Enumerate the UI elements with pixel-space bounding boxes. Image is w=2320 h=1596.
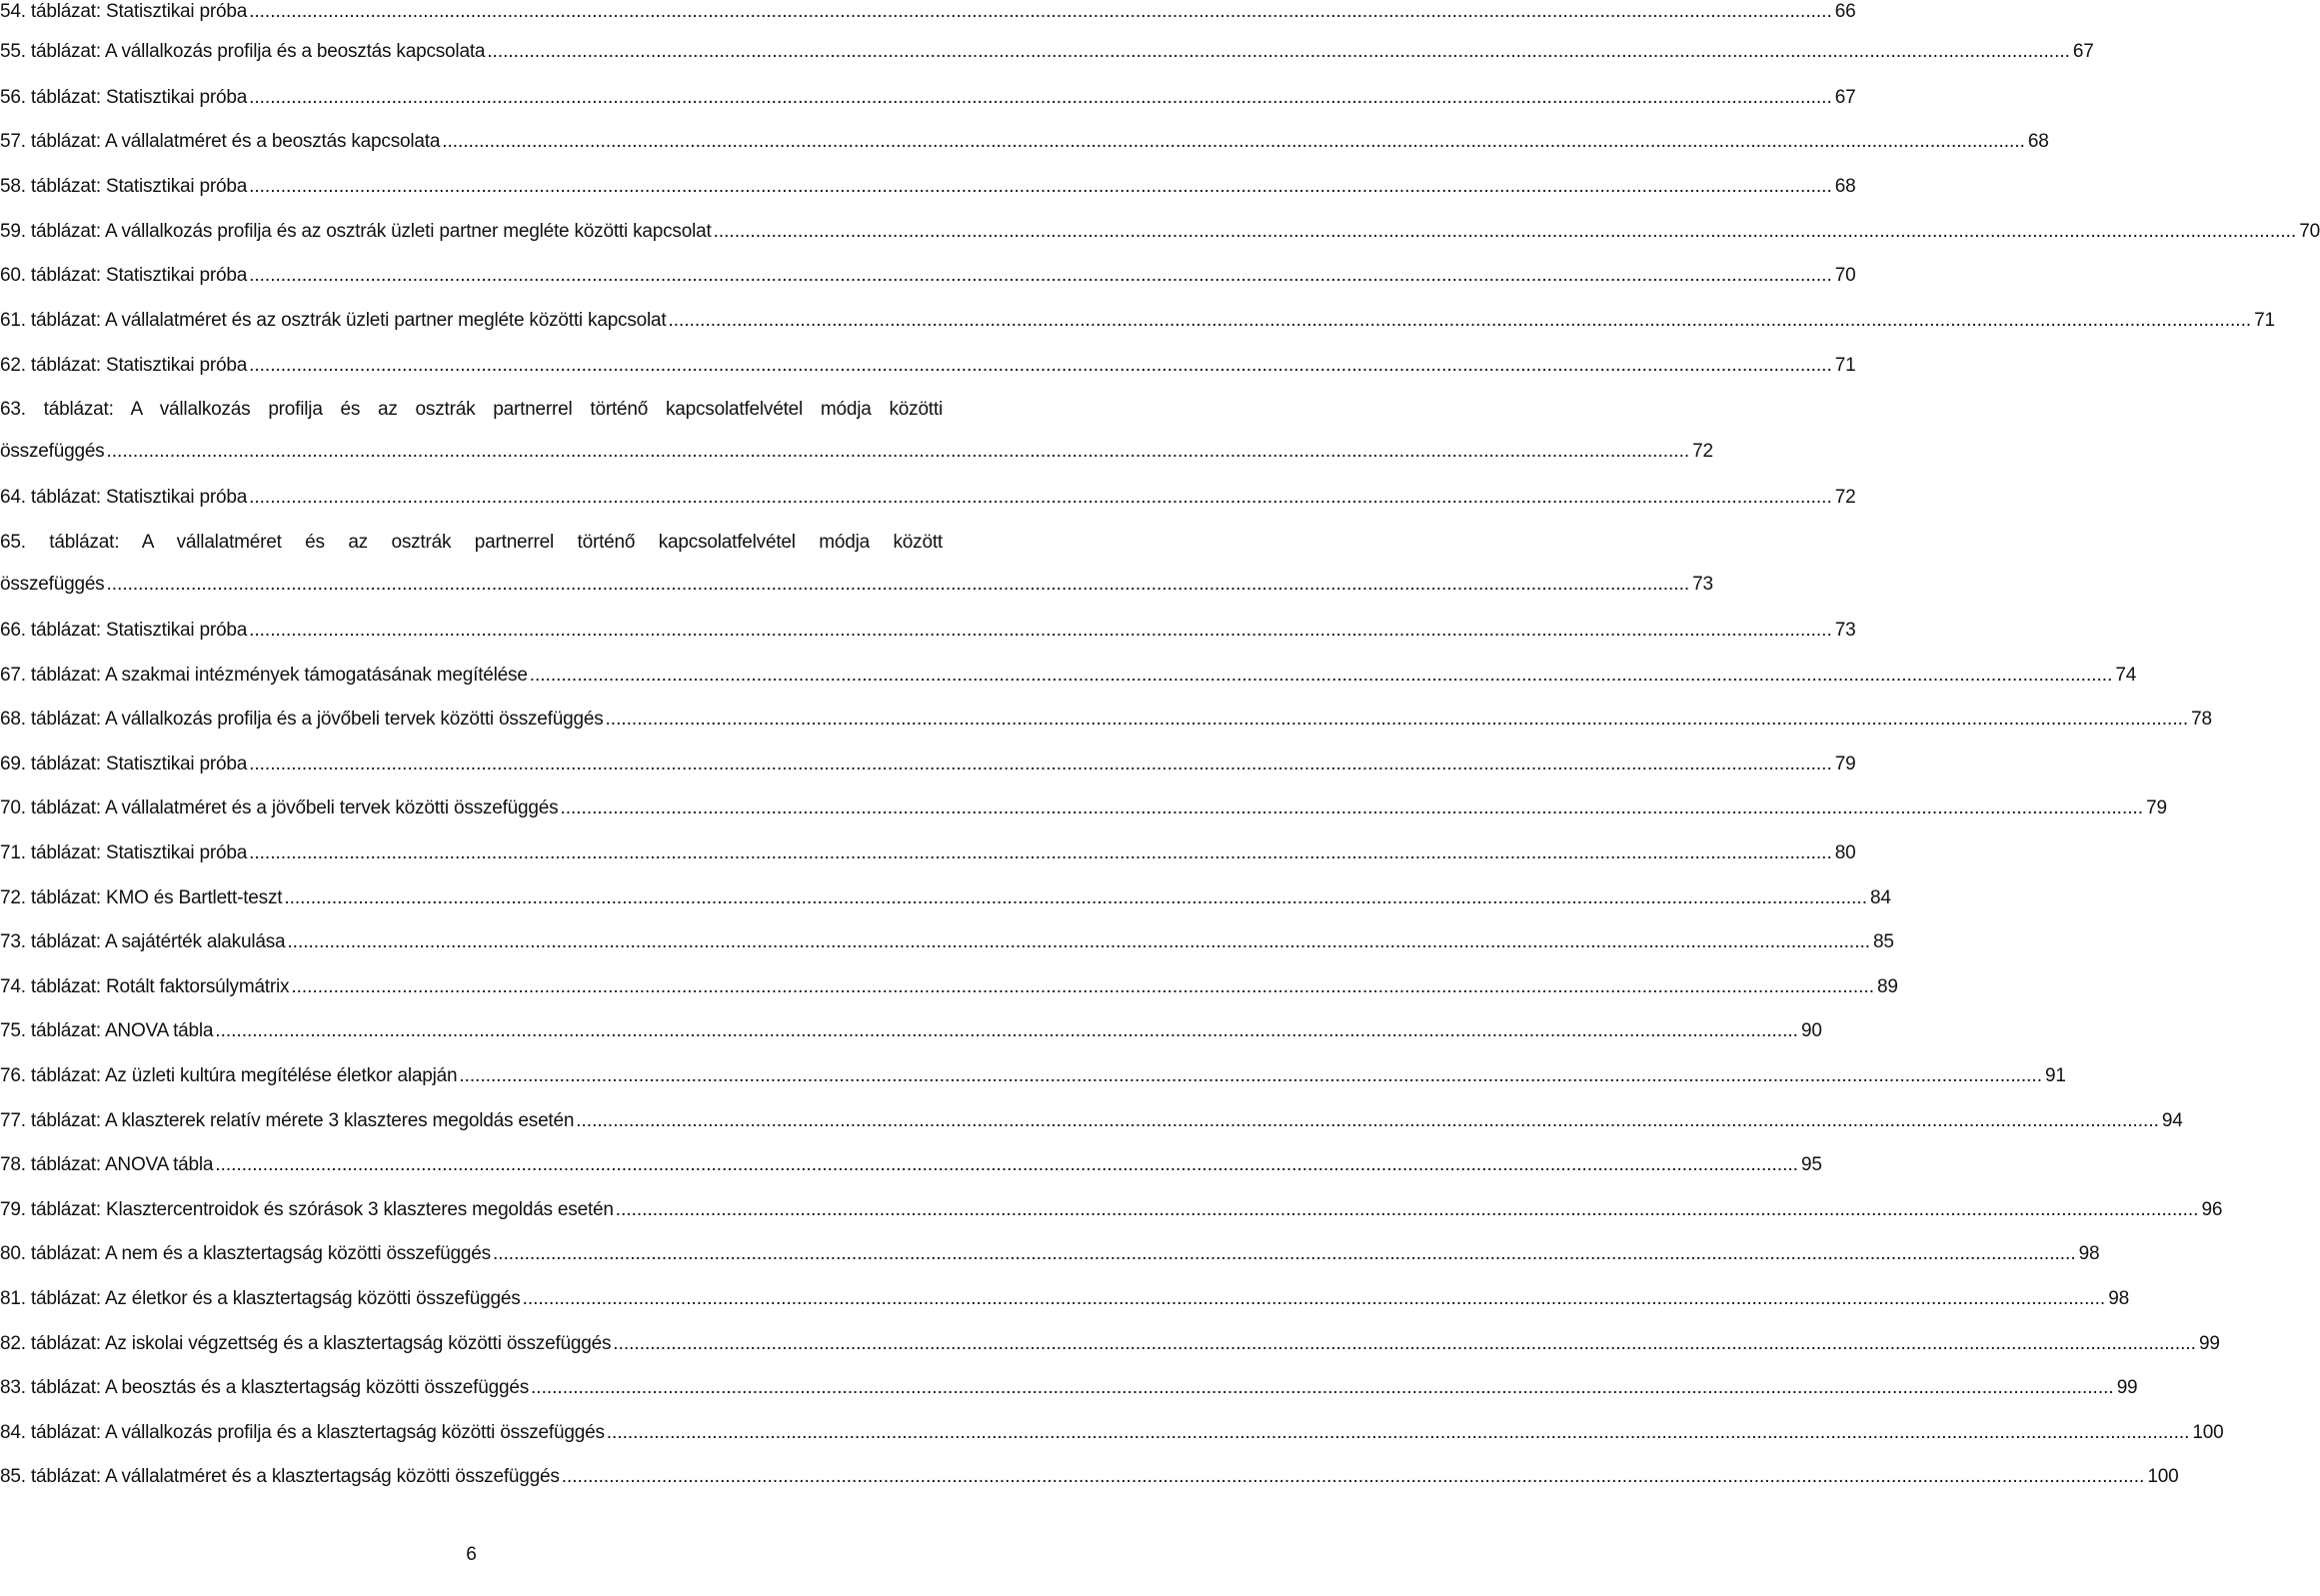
toc-page-number: 67 xyxy=(2072,41,2094,62)
toc-entry-label: 59. táblázat: A vállalkozás profilja és az osztrák üzleti partner megléte közötti kapcsolat xyxy=(0,221,712,242)
toc-dot-leader: ............................................................................................................................................................................................................................................................................................................ xyxy=(249,355,1832,376)
toc-dot-leader: ............................................................................................................................................................................................................................................................................................................ xyxy=(668,310,2252,331)
toc-entry-first-line: 63. táblázat: A vállalkozás profilja és az osztrák partnerrel történő kapcsolatfelvétel módja közötti xyxy=(0,399,943,420)
toc-page-number: 68 xyxy=(1834,176,1856,197)
toc-dot-leader: ............................................................................................................................................................................................................................................................................................................ xyxy=(249,87,1832,108)
toc-dot-leader: ............................................................................................................................................................................................................................................................................................................ xyxy=(249,754,1832,775)
toc-entry-label: 84. táblázat: A vállalkozás profilja és a klasztertagság közötti összefüggés xyxy=(0,1422,605,1443)
toc-entry[interactable] xyxy=(0,797,2167,820)
toc-entry-label: 61. táblázat: A vállalatméret és az osztrák üzleti partner megléte közötti kapcsolat xyxy=(0,310,667,331)
toc-dot-leader: ............................................................................................................................................................................................................................................................................................................ xyxy=(249,842,1832,863)
toc-dot-leader: ............................................................................................................................................................................................................................................................................................................ xyxy=(249,487,1832,508)
toc-page-number: 85 xyxy=(1873,931,1894,952)
toc-entry[interactable] xyxy=(0,1153,1822,1177)
toc-entry[interactable] xyxy=(0,841,1856,865)
toc-dot-leader: ............................................................................................................................................................................................................................................................................................................ xyxy=(606,1422,2190,1443)
toc-dot-leader: ............................................................................................................................................................................................................................................................................................................ xyxy=(249,265,1832,286)
toc-dot-leader: ............................................................................................................................................................................................................................................................................................................ xyxy=(459,1065,2042,1086)
toc-dot-leader: ............................................................................................................................................................................................................................................................................................................ xyxy=(605,709,2189,730)
toc-entry[interactable] xyxy=(0,309,2275,333)
toc-page-number: 80 xyxy=(1834,842,1856,863)
toc-entry-label: 81. táblázat: Az életkor és a klasztertagság közötti összefüggés xyxy=(0,1288,521,1309)
toc-dot-leader: ............................................................................................................................................................................................................................................................................................................ xyxy=(531,1377,2114,1398)
toc-dot-leader: ............................................................................................................................................................................................................................................................................................................ xyxy=(522,1288,2106,1309)
toc-page-number: 71 xyxy=(1834,355,1856,376)
toc-entry-label: 66. táblázat: Statisztikai próba xyxy=(0,620,248,641)
toc-entry[interactable] xyxy=(0,86,1856,110)
toc-page-number: 68 xyxy=(2027,131,2049,152)
toc-entry[interactable] xyxy=(0,220,2320,244)
toc-entry-label: 62. táblázat: Statisztikai próba xyxy=(0,355,248,376)
toc-page-number: 73 xyxy=(1692,574,1713,595)
toc-entry-label: 60. táblázat: Statisztikai próba xyxy=(0,265,248,286)
toc-entry[interactable] xyxy=(0,664,2137,688)
toc-page-number: 94 xyxy=(2161,1110,2183,1131)
toc-entry-label: 58. táblázat: Statisztikai próba xyxy=(0,176,248,197)
toc-entry-label: 80. táblázat: A nem és a klasztertagság közötti összefüggés xyxy=(0,1243,491,1264)
toc-entry[interactable] xyxy=(0,486,1856,510)
toc-page-number: 84 xyxy=(1870,887,1891,908)
toc-entry-label: 56. táblázat: Statisztikai próba xyxy=(0,87,248,108)
toc-page-number: 72 xyxy=(1834,487,1856,508)
toc-page-number: 100 xyxy=(2192,1422,2224,1443)
toc-dot-leader: ............................................................................................................................................................................................................................................................................................................ xyxy=(487,41,2070,62)
toc-entry-label: 83. táblázat: A beosztás és a klasztertagság közötti összefüggés xyxy=(0,1377,530,1398)
toc-dot-leader: ............................................................................................................................................................................................................................................................................................................ xyxy=(249,176,1832,197)
toc-entry[interactable] xyxy=(0,1109,2183,1133)
toc-page-number: 99 xyxy=(2116,1377,2138,1398)
toc-dot-leader: ............................................................................................................................................................................................................................................................................................................ xyxy=(106,574,1690,595)
toc-entry-label: 82. táblázat: Az iskolai végzettség és a klasztertagság közötti összefüggés xyxy=(0,1333,612,1354)
toc-entry[interactable] xyxy=(0,40,2094,64)
toc-page-number: 79 xyxy=(2146,798,2167,818)
toc-entry-label: összefüggés xyxy=(0,574,105,595)
toc-dot-leader: ............................................................................................................................................................................................................................................................................................................ xyxy=(613,1333,2196,1354)
toc-dot-leader: ............................................................................................................................................................................................................................................................................................................ xyxy=(529,665,2113,686)
toc-entry[interactable] xyxy=(0,1198,2223,1222)
toc-dot-leader: ............................................................................................................................................................................................................................................................................................................ xyxy=(249,620,1832,641)
toc-entry-label: 54. táblázat: Statisztikai próba xyxy=(0,1,248,22)
toc-page-number: 71 xyxy=(2254,310,2275,331)
toc-entry[interactable] xyxy=(0,264,1856,288)
toc-entry[interactable] xyxy=(0,1465,2179,1489)
toc-page-number: 100 xyxy=(2147,1466,2179,1487)
toc-page-number: 99 xyxy=(2198,1333,2220,1354)
toc-page-number: 90 xyxy=(1800,1020,1822,1041)
toc-entry-label: 69. táblázat: Statisztikai próba xyxy=(0,754,248,775)
toc-entry[interactable] xyxy=(0,708,2212,732)
toc-dot-leader: ............................................................................................................................................................................................................................................................................................................ xyxy=(576,1110,2159,1131)
toc-page-number: 79 xyxy=(1834,754,1856,775)
toc-page-number: 74 xyxy=(2115,665,2137,686)
toc-page-number: 98 xyxy=(2108,1288,2129,1309)
toc-dot-leader: ............................................................................................................................................................................................................................................................................................................ xyxy=(287,931,1871,952)
toc-dot-leader: ............................................................................................................................................................................................................................................................................................................ xyxy=(249,1,1832,22)
toc-entry[interactable] xyxy=(0,175,1856,199)
toc-dot-leader: ............................................................................................................................................................................................................................................................................................................ xyxy=(561,1466,2145,1487)
toc-page-number: 66 xyxy=(1834,1,1856,22)
toc-entry-multiline[interactable] xyxy=(0,398,1713,464)
toc-page-number: 91 xyxy=(2045,1065,2066,1086)
toc-entry-label: 70. táblázat: A vállalatméret és a jövőbeli tervek közötti összefüggés xyxy=(0,798,559,818)
toc-entry[interactable] xyxy=(0,1242,2100,1266)
toc-entry[interactable] xyxy=(0,886,1891,910)
toc-entry[interactable] xyxy=(0,130,2049,154)
toc-entry[interactable] xyxy=(0,1332,2220,1356)
toc-entry[interactable] xyxy=(0,1019,1822,1043)
toc-entry-label: 75. táblázat: ANOVA tábla xyxy=(0,1020,214,1041)
toc-entry-label: 72. táblázat: KMO és Bartlett-teszt xyxy=(0,887,283,908)
toc-page-number: 98 xyxy=(2078,1243,2100,1264)
toc-entry-label: 57. táblázat: A vállalatméret és a beosztás kapcsolata xyxy=(0,131,441,152)
toc-entry-label: 67. táblázat: A szakmai intézmények támogatásának megítélése xyxy=(0,665,528,686)
toc-entry[interactable] xyxy=(0,1376,2138,1400)
toc-dot-leader: ............................................................................................................................................................................................................................................................................................................ xyxy=(442,131,2025,152)
toc-entry[interactable] xyxy=(0,975,1898,999)
toc-dot-leader: ............................................................................................................................................................................................................................................................................................................ xyxy=(284,887,1867,908)
toc-page-number: 73 xyxy=(1834,620,1856,641)
toc-entry-multiline[interactable] xyxy=(0,531,1713,597)
toc-page-number: 96 xyxy=(2201,1199,2223,1220)
toc-entry[interactable] xyxy=(0,0,1856,24)
toc-entry-label: 71. táblázat: Statisztikai próba xyxy=(0,842,248,863)
toc-dot-leader: ............................................................................................................................................................................................................................................................................................................ xyxy=(615,1199,2199,1220)
toc-dot-leader: ............................................................................................................................................................................................................................................................................................................ xyxy=(560,798,2144,818)
toc-entry[interactable] xyxy=(0,1064,2066,1088)
toc-entry-label: 77. táblázat: A klaszterek relatív mérete 3 klaszteres megoldás esetén xyxy=(0,1110,575,1131)
toc-entry-label: 64. táblázat: Statisztikai próba xyxy=(0,487,248,508)
toc-entry-label: 73. táblázat: A sajátérték alakulása xyxy=(0,931,286,952)
page-number: 6 xyxy=(466,1544,477,1565)
toc-entry-label: 78. táblázat: ANOVA tábla xyxy=(0,1154,214,1175)
toc-entry-label: 68. táblázat: A vállalkozás profilja és a jövőbeli tervek közötti összefüggés xyxy=(0,709,604,730)
toc-entry[interactable] xyxy=(0,930,1894,954)
toc-dot-leader: ............................................................................................................................................................................................................................................................................................................ xyxy=(215,1020,1798,1041)
toc-dot-leader: ............................................................................................................................................................................................................................................................................................................ xyxy=(492,1243,2076,1264)
toc-entry-label: 76. táblázat: Az üzleti kultúra megítélése életkor alapján xyxy=(0,1065,458,1086)
toc-entry-label: 79. táblázat: Klasztercentroidok és szórások 3 klaszteres megoldás esetén xyxy=(0,1199,614,1220)
toc-page-number: 70 xyxy=(2299,221,2320,242)
toc-entry[interactable] xyxy=(0,1421,2224,1445)
toc-entry[interactable] xyxy=(0,354,1856,378)
toc-page-number: 95 xyxy=(1800,1154,1822,1175)
toc-entry-label: összefüggés xyxy=(0,441,105,462)
toc-entry[interactable] xyxy=(0,619,1856,643)
toc-dot-leader: ............................................................................................................................................................................................................................................................................................................ xyxy=(215,1154,1798,1175)
toc-page-number: 78 xyxy=(2191,709,2212,730)
toc-page-number: 70 xyxy=(1834,265,1856,286)
toc-page-number: 89 xyxy=(1877,976,1898,997)
toc-entry-label: 85. táblázat: A vállalatméret és a klasztertagság közötti összefüggés xyxy=(0,1466,560,1487)
toc-entry[interactable] xyxy=(0,753,1856,777)
toc-entry-first-line: 65. táblázat: A vállalatméret és az osztrák partnerrel történő kapcsolatfelvétel módja között xyxy=(0,532,943,553)
toc-entry[interactable] xyxy=(0,1287,2129,1311)
toc-entry-label: 55. táblázat: A vállalkozás profilja és a beosztás kapcsolata xyxy=(0,41,486,62)
toc-page-number: 72 xyxy=(1692,441,1713,462)
toc-dot-leader: ............................................................................................................................................................................................................................................................................................................ xyxy=(106,441,1690,462)
toc-dot-leader: ............................................................................................................................................................................................................................................................................................................ xyxy=(713,221,2297,242)
toc-dot-leader: ............................................................................................................................................................................................................................................................................................................ xyxy=(291,976,1874,997)
toc-entry-label: 74. táblázat: Rotált faktorsúlymátrix xyxy=(0,976,290,997)
toc-page-number: 67 xyxy=(1834,87,1856,108)
